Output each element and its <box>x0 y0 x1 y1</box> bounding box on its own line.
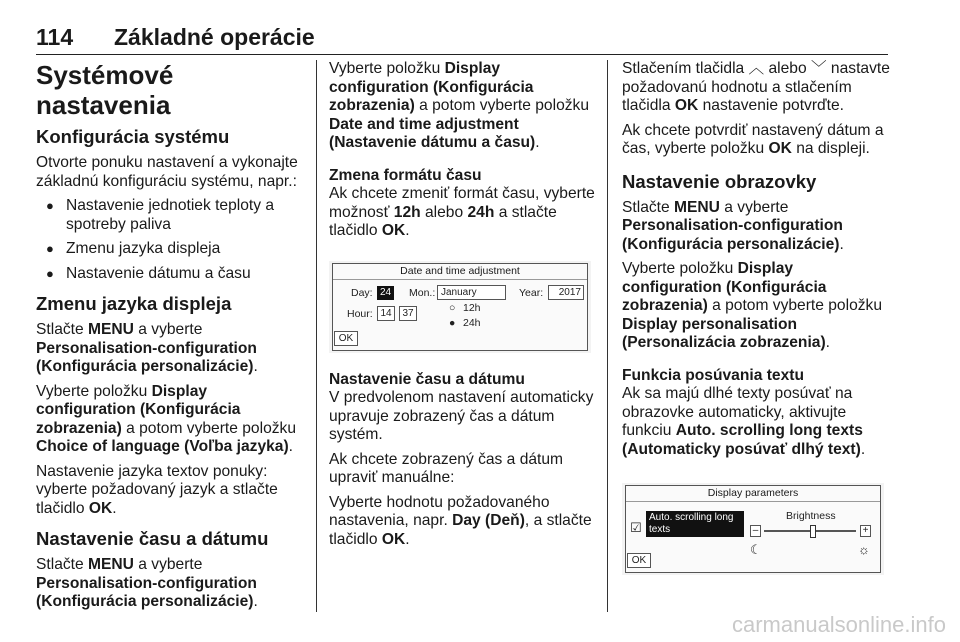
ok-button-illustration: OK <box>627 553 651 568</box>
list-item: ● Zmenu jazyka displeja <box>36 240 308 259</box>
subsection-heading: Nastavenie času a dátumu <box>36 528 269 549</box>
radio-selected-icon: ● <box>449 316 456 329</box>
brightness-label: Brightness <box>786 510 836 522</box>
month-label: Mon.: <box>409 286 436 299</box>
brightness-slider-handle <box>810 525 816 538</box>
paragraph: Nastavenie jazyka textov ponuky: vyberte požadovaný jazyk a stlačte tlačidlo OK. <box>36 462 278 517</box>
watermark: carmanualsonline.info <box>731 612 946 637</box>
column-divider <box>316 60 317 612</box>
chevron-up-icon: ︿ <box>748 60 765 77</box>
date-time-screen-illustration <box>329 261 591 353</box>
column-3 <box>622 60 890 589</box>
paragraph: Vyberte položku Display configuration (Konfigurácia zobrazenia) a potom vyberte položku Display personalisation (Personalizácia zobrazenia). <box>622 260 883 351</box>
minus-icon: – <box>750 525 761 537</box>
screen-title: Date and time adjustment <box>333 264 587 280</box>
checkbox-checked-icon: ☑ <box>630 520 642 535</box>
paragraph: Otvorte ponuku nastavení a vykonajte základnú konfiguráciu systému, napr.: <box>36 154 298 190</box>
moon-icon: ☾ <box>750 542 762 557</box>
subsection-heading: Zmena formátu času <box>329 166 482 184</box>
paragraph: Ak sa majú dlhé texty posúvať na obrazovke automaticky, aktivujte funkciu Auto. scrolling long texts (Automaticky posúvať dlhý text). <box>622 385 866 458</box>
paragraph: Vyberte hodnotu požadovaného nastavenia, napr. Day (Deň), a stlačte tlačidlo OK. <box>329 493 592 548</box>
month-value: January <box>437 285 506 300</box>
subsection-heading: Konfigurácia systému <box>36 126 230 147</box>
paragraph: Vyberte položku Display configuration (Konfigurácia zobrazenia) a potom vyberte položku Date and time adjustment (Nastavenie dátumu a času). <box>329 60 590 151</box>
subsection-heading: Funkcia posúvania textu <box>622 366 804 384</box>
auto-scroll-option: Auto. scrolling long texts <box>646 511 744 537</box>
list-item: ● Nastavenie dátumu a času <box>36 265 308 284</box>
hour-value: 14 <box>377 306 395 321</box>
day-label: Day: <box>351 286 373 299</box>
paragraph: Stlačte MENU a vyberte Personalisation-configuration (Konfigurácia personalizácie). <box>36 556 258 610</box>
subsection-heading: Zmenu jazyka displeja <box>36 293 232 314</box>
paragraph: V predvolenom nastavení automaticky upravuje zobrazený čas a dátum systém. <box>329 389 594 443</box>
page-number: 114 <box>36 24 74 50</box>
option-24h: 24h <box>463 316 481 329</box>
day-value: 24 <box>377 286 394 300</box>
column-divider <box>607 60 608 612</box>
paragraph: Stlačením tlačidla ︿ alebo ﹀ nastavte požadovanú hodnotu a stlačením tlačidla OK nastavenie potvrďte. <box>622 60 890 114</box>
page-title: Základné operácie <box>114 24 315 50</box>
paragraph: Stlačte MENU a vyberte Personalisation-configuration (Konfigurácia personalizácie). <box>622 198 844 253</box>
plus-icon: + <box>860 525 871 537</box>
hour-label: Hour: <box>347 307 373 320</box>
radio-empty-icon: ○ <box>449 301 456 314</box>
sun-icon: ☼ <box>858 542 870 557</box>
screen-title: Display parameters <box>626 486 880 502</box>
section-heading: Systémové nastavenia <box>36 60 174 120</box>
paragraph: Ak chcete zobrazený čas a dátum upraviť manuálne: <box>329 450 564 486</box>
paragraph: Ak chcete potvrdiť nastavený dátum a čas, vyberte položku OK na displeji. <box>622 121 884 157</box>
ok-button-illustration: OK <box>334 331 358 346</box>
column-1 <box>36 60 308 618</box>
chevron-down-icon: ﹀ <box>810 60 827 77</box>
bullet-list <box>36 197 308 283</box>
year-label: Year: <box>519 286 544 299</box>
paragraph: Ak chcete zmeniť formát času, vyberte možnosť 12h alebo 24h a stlačte tlačidlo OK. <box>329 185 595 239</box>
page-header <box>36 22 888 55</box>
list-item: ● Nastavenie jednotiek teploty a spotreby paliva <box>36 197 308 234</box>
display-parameters-screen-illustration <box>622 483 884 575</box>
paragraph: Stlačte MENU a vyberte Personalisation-configuration (Konfigurácia personalizácie). <box>36 321 258 375</box>
subsection-heading: Nastavenie obrazovky <box>622 170 817 192</box>
subsection-heading: Nastavenie času a dátumu <box>329 370 525 388</box>
option-12h: 12h <box>463 301 481 314</box>
paragraph: Vyberte položku Display configuration (Konfigurácia zobrazenia) a potom vyberte položku Choice of language (Voľba jazyka). <box>36 382 297 455</box>
minute-value: 37 <box>399 306 417 321</box>
year-value: 2017 <box>548 285 584 300</box>
column-2 <box>329 60 599 555</box>
